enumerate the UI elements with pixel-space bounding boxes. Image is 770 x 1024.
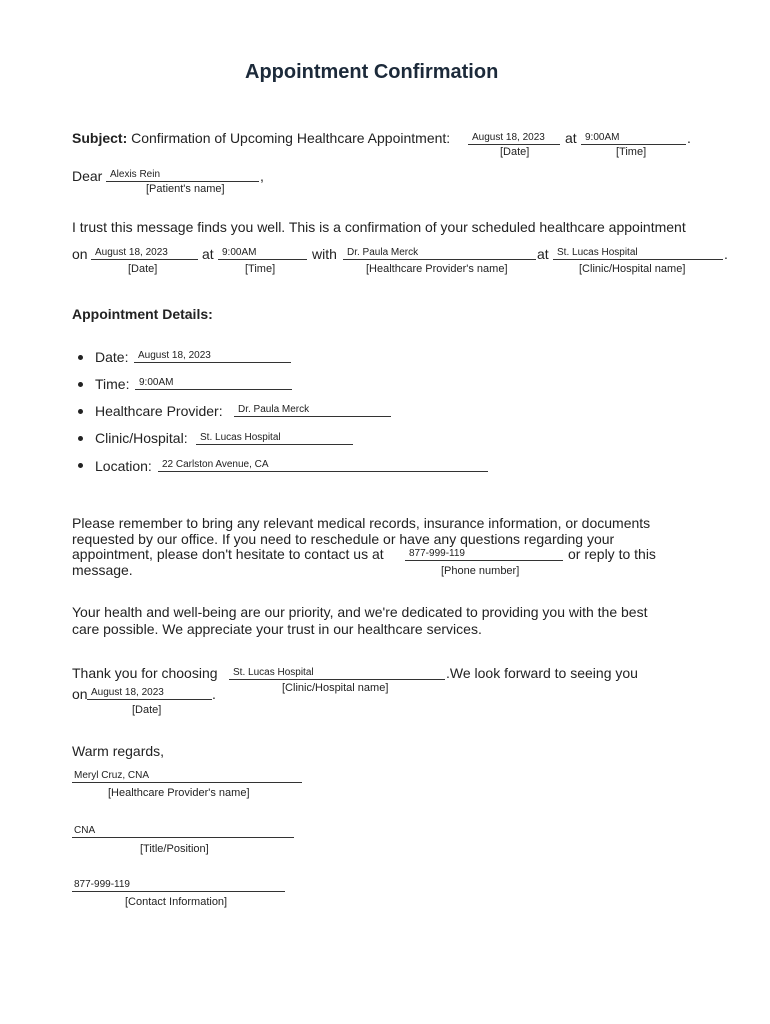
intro-at-2: at (537, 246, 549, 262)
subject-time-value: 9:00AM (585, 132, 620, 143)
signer-contact-field[interactable] (72, 877, 285, 892)
subject-date-field[interactable] (468, 130, 560, 145)
bullet-icon (78, 436, 83, 441)
subject-time-field[interactable] (581, 130, 686, 145)
signer-title-caption: [Title/Position] (140, 843, 209, 855)
thanks-date-field[interactable] (87, 685, 212, 700)
detail-provider-field[interactable] (234, 402, 391, 417)
intro-date-caption: [Date] (128, 263, 158, 275)
subject-text: Confirmation of Upcoming Healthcare Appointment: (131, 130, 451, 146)
details-heading: Appointment Details: (72, 306, 213, 322)
intro-date-field[interactable] (91, 245, 198, 260)
detail-date-label: Date: (95, 349, 129, 365)
thanks-clinic-value: St. Lucas Hospital (233, 667, 314, 678)
intro-end: . (724, 246, 728, 262)
signer-name-field[interactable] (72, 768, 302, 783)
intro-time-caption: [Time] (245, 263, 276, 275)
reminder-line-3: appointment, please don't hesitate to contact us at (72, 546, 384, 562)
signer-contact-caption: [Contact Information] (125, 896, 228, 908)
signer-title-value: CNA (74, 825, 96, 836)
subject-end: . (687, 130, 691, 146)
detail-time-value: 9:00AM (139, 377, 174, 388)
intro-with: with (312, 246, 337, 262)
intro-provider-caption: [Healthcare Provider's name] (366, 263, 508, 275)
detail-location-value: 22 Carlston Avenue, CA (162, 459, 269, 470)
detail-clinic-value: St. Lucas Hospital (200, 432, 281, 443)
intro-provider-value: Dr. Paula Merck (347, 247, 419, 258)
detail-clinic-label: Clinic/Hospital: (95, 430, 188, 446)
detail-location-label: Location: (95, 458, 152, 474)
phone-value: 877-999-119 (409, 548, 465, 559)
intro-date-value: August 18, 2023 (95, 247, 168, 258)
reminder-line-4: message. (72, 562, 133, 578)
thanks-on: on (72, 686, 88, 702)
subject-date-caption: [Date] (500, 146, 530, 158)
patient-name-caption: [Patient's name] (146, 183, 225, 195)
greeting-comma: , (260, 168, 264, 184)
intro-line-1: I trust this message finds you well. This is a confirmation of your scheduled healthcare appointment (72, 219, 686, 235)
subject-line (72, 130, 450, 146)
subject-label: Subject: (72, 130, 128, 146)
detail-provider-value: Dr. Paula Merck (238, 404, 310, 415)
thanks-end: . (212, 686, 216, 702)
thanks-text-end: .We look forward to seeing you (446, 665, 638, 681)
priority-line-1: Your health and well-being are our priority, and we're dedicated to providing you with the best (72, 604, 648, 620)
signer-name-value: Meryl Cruz, CNA (74, 770, 150, 781)
patient-name-value: Alexis Rein (110, 169, 161, 180)
phone-caption: [Phone number] (441, 565, 520, 577)
page-title: Appointment Confirmation (245, 61, 499, 83)
priority-line-2: care possible. We appreciate your trust in our healthcare services. (72, 621, 482, 637)
patient-name-field[interactable] (106, 167, 259, 182)
intro-clinic-value: St. Lucas Hospital (557, 247, 638, 258)
reminder-line-1: Please remember to bring any relevant medical records, insurance information, or documents (72, 515, 651, 531)
phone-field[interactable] (405, 546, 563, 561)
bullet-icon (78, 409, 83, 414)
signer-contact-value: 877-999-119 (74, 879, 130, 890)
bullet-icon (78, 382, 83, 387)
closing-regards: Warm regards, (72, 743, 165, 759)
detail-time-label: Time: (95, 376, 130, 392)
intro-clinic-field[interactable] (553, 245, 723, 260)
intro-at: at (202, 246, 214, 262)
intro-on: on (72, 246, 88, 262)
reminder-line-2: requested by our office. If you need to reschedule or have any questions regarding your (72, 531, 615, 547)
detail-date-value: August 18, 2023 (138, 350, 211, 361)
intro-clinic-caption: [Clinic/Hospital name] (579, 263, 686, 275)
signer-name-caption: [Healthcare Provider's name] (108, 787, 250, 799)
intro-time-value: 9:00AM (222, 247, 257, 258)
subject-time-caption: [Time] (616, 146, 647, 158)
bullet-icon (78, 355, 83, 360)
detail-provider-label: Healthcare Provider: (95, 403, 223, 419)
signer-title-field[interactable] (72, 823, 294, 838)
intro-provider-field[interactable] (343, 245, 536, 260)
thanks-text: Thank you for choosing (72, 665, 218, 681)
thanks-clinic-caption: [Clinic/Hospital name] (282, 682, 389, 694)
reminder-line-3-end: or reply to this (568, 546, 656, 562)
greeting-dear: Dear (72, 168, 103, 184)
thanks-clinic-field[interactable] (229, 665, 445, 680)
thanks-date-value: August 18, 2023 (91, 687, 164, 698)
detail-time-field[interactable] (135, 375, 292, 390)
detail-location-field[interactable] (158, 457, 488, 472)
bullet-icon (78, 463, 83, 468)
detail-clinic-field[interactable] (196, 430, 353, 445)
intro-time-field[interactable] (218, 245, 307, 260)
subject-date-value: August 18, 2023 (472, 132, 545, 143)
subject-at: at (565, 130, 577, 146)
detail-date-field[interactable] (134, 348, 291, 363)
thanks-date-caption: [Date] (132, 704, 162, 716)
